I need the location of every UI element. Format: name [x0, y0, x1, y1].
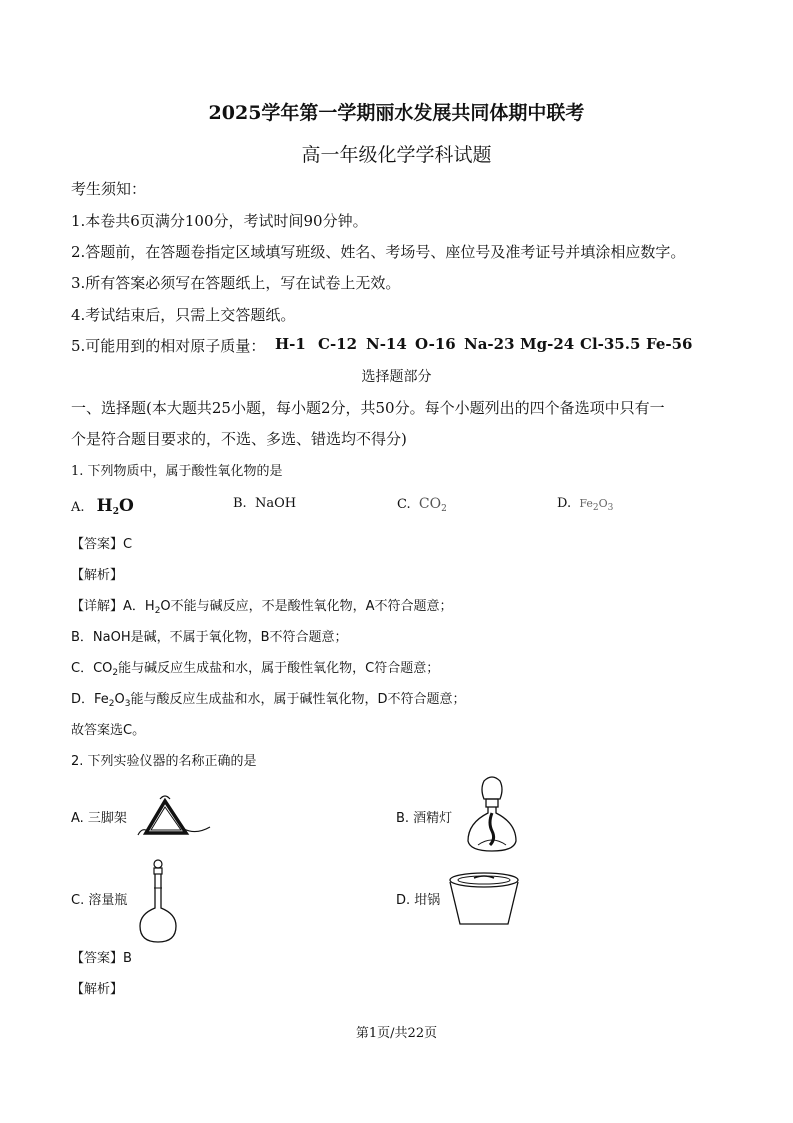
q2-stem: 2. 下列实验仪器的名称正确的是 — [71, 754, 257, 769]
mass-o: O-16 — [415, 335, 456, 353]
q1-detail-b: B．NaOH是碱，不属于氧化物，B不符合题意； — [71, 630, 348, 645]
exam-title: 2025学年第一学期丽水发展共同体期中联考 — [208, 102, 585, 124]
exam-subtitle: 高一年级化学学科试题 — [301, 144, 492, 166]
q1-stem: 1. 下列物质中，属于酸性氧化物的是 — [71, 464, 283, 479]
notice-heading: 考生须知： — [71, 180, 147, 198]
q1-answer: 【答案】C — [71, 537, 133, 552]
part1-line2: 个是符合题目要求的，不选、多选、错选均不得分) — [71, 430, 407, 448]
notice-item-2: 2.答题前，在答题卷指定区域填写班级、姓名、考场号、座位号及准考证号并填涂相应数字。 — [71, 243, 686, 261]
q1-option-c: C. $CO_2$ — [397, 496, 447, 514]
q2-answer: 【答案】B — [71, 951, 132, 966]
crucible-image — [448, 870, 520, 926]
mass-fe: Fe-56 — [646, 335, 693, 353]
notice-item-3: 3.所有答案必须写在答题纸上，写在试卷上无效。 — [71, 274, 401, 292]
tripod-triangle-image — [130, 795, 220, 845]
mass-na: Na-23 — [464, 335, 515, 353]
formula-co2: $CO_2$ — [418, 496, 447, 514]
q1-conclusion: 故答案选C。 — [71, 723, 146, 738]
q1-detail-a: 【详解】A．$H_2O$不能与碱反应，不是酸性氧化物，A不符合题意； — [71, 599, 453, 616]
formula-h2o: $H_2O$ — [96, 496, 134, 517]
page-footer: 第1页/共22页 — [355, 1026, 438, 1041]
notice-item-1: 1.本卷共6页满分100分，考试时间90分钟。 — [71, 212, 368, 230]
formula-fe2o3: $Fe_2O_3$ — [579, 497, 614, 513]
notice-item-4: 4.考试结束后，只需上交答题纸。 — [71, 306, 296, 324]
masses-label: 5.可能用到的相对原子质量： — [71, 337, 266, 355]
q2-option-d: D. 坩锅 — [396, 893, 441, 908]
section-title: 选择题部分 — [361, 369, 432, 385]
q1-option-b: B. NaOH — [233, 496, 297, 511]
q1-detail-d: D．$Fe_2O_3$能与酸反应生成盐和水，属于碱性氧化物，D不符合题意； — [71, 692, 466, 709]
alcohol-lamp-image — [462, 775, 522, 855]
mass-cl: Cl-35.5 — [580, 335, 641, 353]
q1-option-d: D. $Fe_2O_3$ — [557, 496, 614, 513]
q1-option-a: A. $H_2O$ — [71, 496, 134, 517]
q1-analysis-label: 【解析】 — [71, 568, 124, 583]
mass-h: H-1 — [275, 335, 306, 353]
q2-option-a: A. 三脚架 — [71, 811, 127, 826]
q2-analysis-label: 【解析】 — [71, 982, 124, 997]
mass-c: C-12 — [318, 335, 358, 353]
mass-mg: Mg-24 — [520, 335, 575, 353]
volumetric-flask-image — [138, 858, 178, 944]
notice-item-5 — [71, 335, 265, 356]
q2-option-b: B. 酒精灯 — [396, 811, 453, 826]
mass-n: N-14 — [366, 335, 407, 353]
part1-line1: 一、选择题(本大题共25小题，每小题2分，共50分。每个小题列出的四个备选项中只有一 — [71, 399, 665, 417]
q1-detail-c: C．$CO_2$能与碱反应生成盐和水，属于酸性氧化物，C符合题意； — [71, 661, 440, 678]
q2-option-c: C. 溶量瓶 — [71, 893, 128, 908]
